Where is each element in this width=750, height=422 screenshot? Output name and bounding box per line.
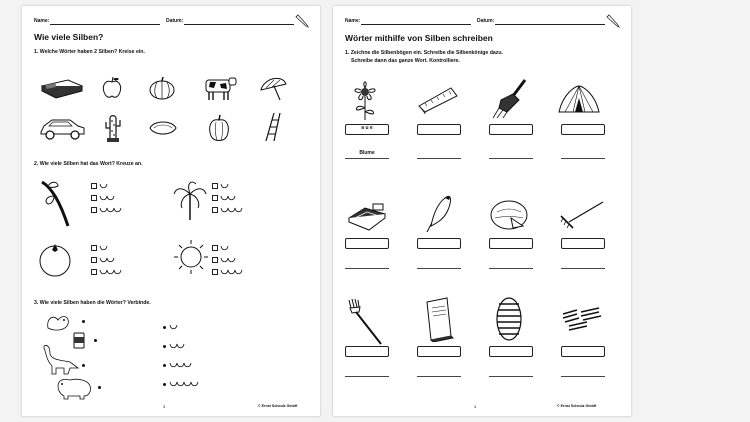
task-2-instruction: 2. Wie viele Silben hat das Wort? Kreuze an. xyxy=(34,161,143,167)
page-number: 4 xyxy=(474,404,477,409)
connect-dot[interactable] xyxy=(98,386,101,389)
syllable-option-1[interactable] xyxy=(212,244,234,252)
connect-dot[interactable] xyxy=(163,345,166,348)
syllable-answer-box[interactable] xyxy=(417,124,461,135)
palm-icon xyxy=(172,180,208,222)
word-write-line[interactable] xyxy=(345,376,389,377)
word-write-line[interactable] xyxy=(489,268,533,269)
sun-icon xyxy=(172,238,210,276)
syllable-option-3[interactable] xyxy=(91,206,123,214)
task-3-instruction: 3. Wie viele Silben haben die Wörter? Verbinde. xyxy=(34,300,151,306)
book-icon xyxy=(423,296,455,342)
date-line xyxy=(184,24,294,25)
lemon-icon xyxy=(148,118,178,138)
name-label: Name: xyxy=(34,18,50,24)
syllable-answer-box[interactable] xyxy=(561,346,605,357)
page-title: Wie viele Silben? xyxy=(34,32,104,42)
word-write-line[interactable] xyxy=(345,268,389,269)
pasta-icon xyxy=(559,306,605,332)
syllable-option-2[interactable] xyxy=(212,256,236,264)
task-1-instruction: 1. Welche Wörter haben 2 Silben? Kreise ein. xyxy=(34,49,145,55)
example-word: Blume xyxy=(359,150,375,156)
brush-icon xyxy=(489,78,529,120)
word-write-line[interactable] xyxy=(561,158,605,159)
worksheet-page-right xyxy=(333,6,631,416)
umbrella-icon xyxy=(258,76,288,102)
fork-icon xyxy=(347,298,385,346)
cow-icon xyxy=(202,74,238,102)
syllable-answer-box[interactable] xyxy=(345,238,389,249)
syllable-option-2[interactable] xyxy=(212,194,236,202)
page-title: Wörter mithilfe von Silben schreiben xyxy=(345,33,493,43)
connect-dot[interactable] xyxy=(163,364,166,367)
word-write-line[interactable] xyxy=(417,376,461,377)
checkbox[interactable] xyxy=(91,245,97,251)
cactus-icon xyxy=(102,114,124,142)
worksheet-page-left xyxy=(22,6,320,416)
word-write-line[interactable] xyxy=(489,158,533,159)
checkbox[interactable] xyxy=(91,257,97,263)
syllable-arcs-3 xyxy=(169,362,193,368)
syllable-arcs-4 xyxy=(169,381,200,387)
checkbox[interactable] xyxy=(212,257,218,263)
checkbox[interactable] xyxy=(91,207,97,213)
flower-icon xyxy=(349,78,381,122)
syllable-answer-box[interactable] xyxy=(417,346,461,357)
bear-icon xyxy=(54,376,94,400)
bread-icon xyxy=(345,202,389,232)
feather-icon xyxy=(423,192,453,234)
date-label: Datum: xyxy=(166,18,184,24)
ladder-icon xyxy=(262,112,284,142)
tent-icon xyxy=(557,84,601,116)
bed-icon xyxy=(38,76,86,100)
checkbox[interactable] xyxy=(91,195,97,201)
word-write-line[interactable] xyxy=(561,376,605,377)
syllable-option-3[interactable] xyxy=(91,268,123,276)
tire-icon xyxy=(495,296,523,342)
tomato-icon xyxy=(38,240,72,278)
syllable-answer-box[interactable] xyxy=(489,346,533,357)
syllable-option-1[interactable] xyxy=(91,182,113,190)
checkbox[interactable] xyxy=(212,245,218,251)
header-right xyxy=(345,18,607,28)
connect-dot[interactable] xyxy=(94,339,97,342)
syllable-arcs-2 xyxy=(169,343,185,349)
connect-dot[interactable] xyxy=(82,320,85,323)
connect-dot[interactable] xyxy=(163,326,166,329)
syllable-answer-box[interactable] xyxy=(561,238,605,249)
name-label: Name: xyxy=(345,18,361,24)
task-1-instruction-line-2: Schreibe dann das ganze Wort. Kontrolliere. xyxy=(351,58,460,64)
pumpkin-icon xyxy=(148,76,176,100)
name-line xyxy=(361,24,471,25)
date-line xyxy=(495,24,605,25)
syllable-answer-box[interactable] xyxy=(489,124,533,135)
header-left xyxy=(34,18,296,28)
copyright: © Ernst Schoolz GmbH xyxy=(557,404,597,408)
connect-dot[interactable] xyxy=(163,383,166,386)
syllable-answer-box[interactable] xyxy=(417,238,461,249)
branch-icon xyxy=(38,178,72,228)
checkbox[interactable] xyxy=(212,195,218,201)
word-write-line[interactable] xyxy=(345,158,389,159)
syllable-option-3[interactable] xyxy=(212,206,244,214)
pepper-icon xyxy=(206,114,232,142)
rake-icon xyxy=(559,200,605,230)
car-icon xyxy=(38,116,86,142)
copyright: © Ernst Schoolz GmbH xyxy=(258,404,298,408)
dinosaur-icon xyxy=(40,342,80,376)
syllable-option-3[interactable] xyxy=(212,268,244,276)
melon-icon xyxy=(489,198,529,232)
checkbox[interactable] xyxy=(91,269,97,275)
syllable-answer-box[interactable] xyxy=(345,346,389,357)
word-write-line[interactable] xyxy=(417,268,461,269)
syllable-option-1[interactable] xyxy=(91,244,113,252)
pencil-icon xyxy=(605,14,621,28)
ruler-icon xyxy=(415,84,459,114)
apple-icon xyxy=(100,76,124,100)
connect-dot[interactable] xyxy=(82,364,85,367)
name-line xyxy=(50,24,160,25)
checkbox[interactable] xyxy=(212,269,218,275)
task-1-instruction-line-1: 1. Zeichne die Silbenbögen ein. Schreibe die Silbenkönige dazu. xyxy=(345,50,503,56)
syllable-option-2[interactable] xyxy=(91,256,115,264)
syllable-option-2[interactable] xyxy=(91,194,115,202)
checkbox[interactable] xyxy=(212,183,218,189)
word-write-line[interactable] xyxy=(489,376,533,377)
page-number: 3 xyxy=(163,404,166,409)
example-syllable-marks: a u e xyxy=(361,125,373,131)
word-write-line[interactable] xyxy=(561,268,605,269)
syllable-arcs-1 xyxy=(169,324,183,330)
syllable-answer-box[interactable] xyxy=(489,238,533,249)
checkbox[interactable] xyxy=(91,183,97,189)
checkbox[interactable] xyxy=(212,207,218,213)
pencil-icon xyxy=(294,14,310,28)
date-label: Datum: xyxy=(477,18,495,24)
syllable-answer-box[interactable] xyxy=(561,124,605,135)
syllable-option-1[interactable] xyxy=(212,182,234,190)
word-write-line[interactable] xyxy=(417,158,461,159)
